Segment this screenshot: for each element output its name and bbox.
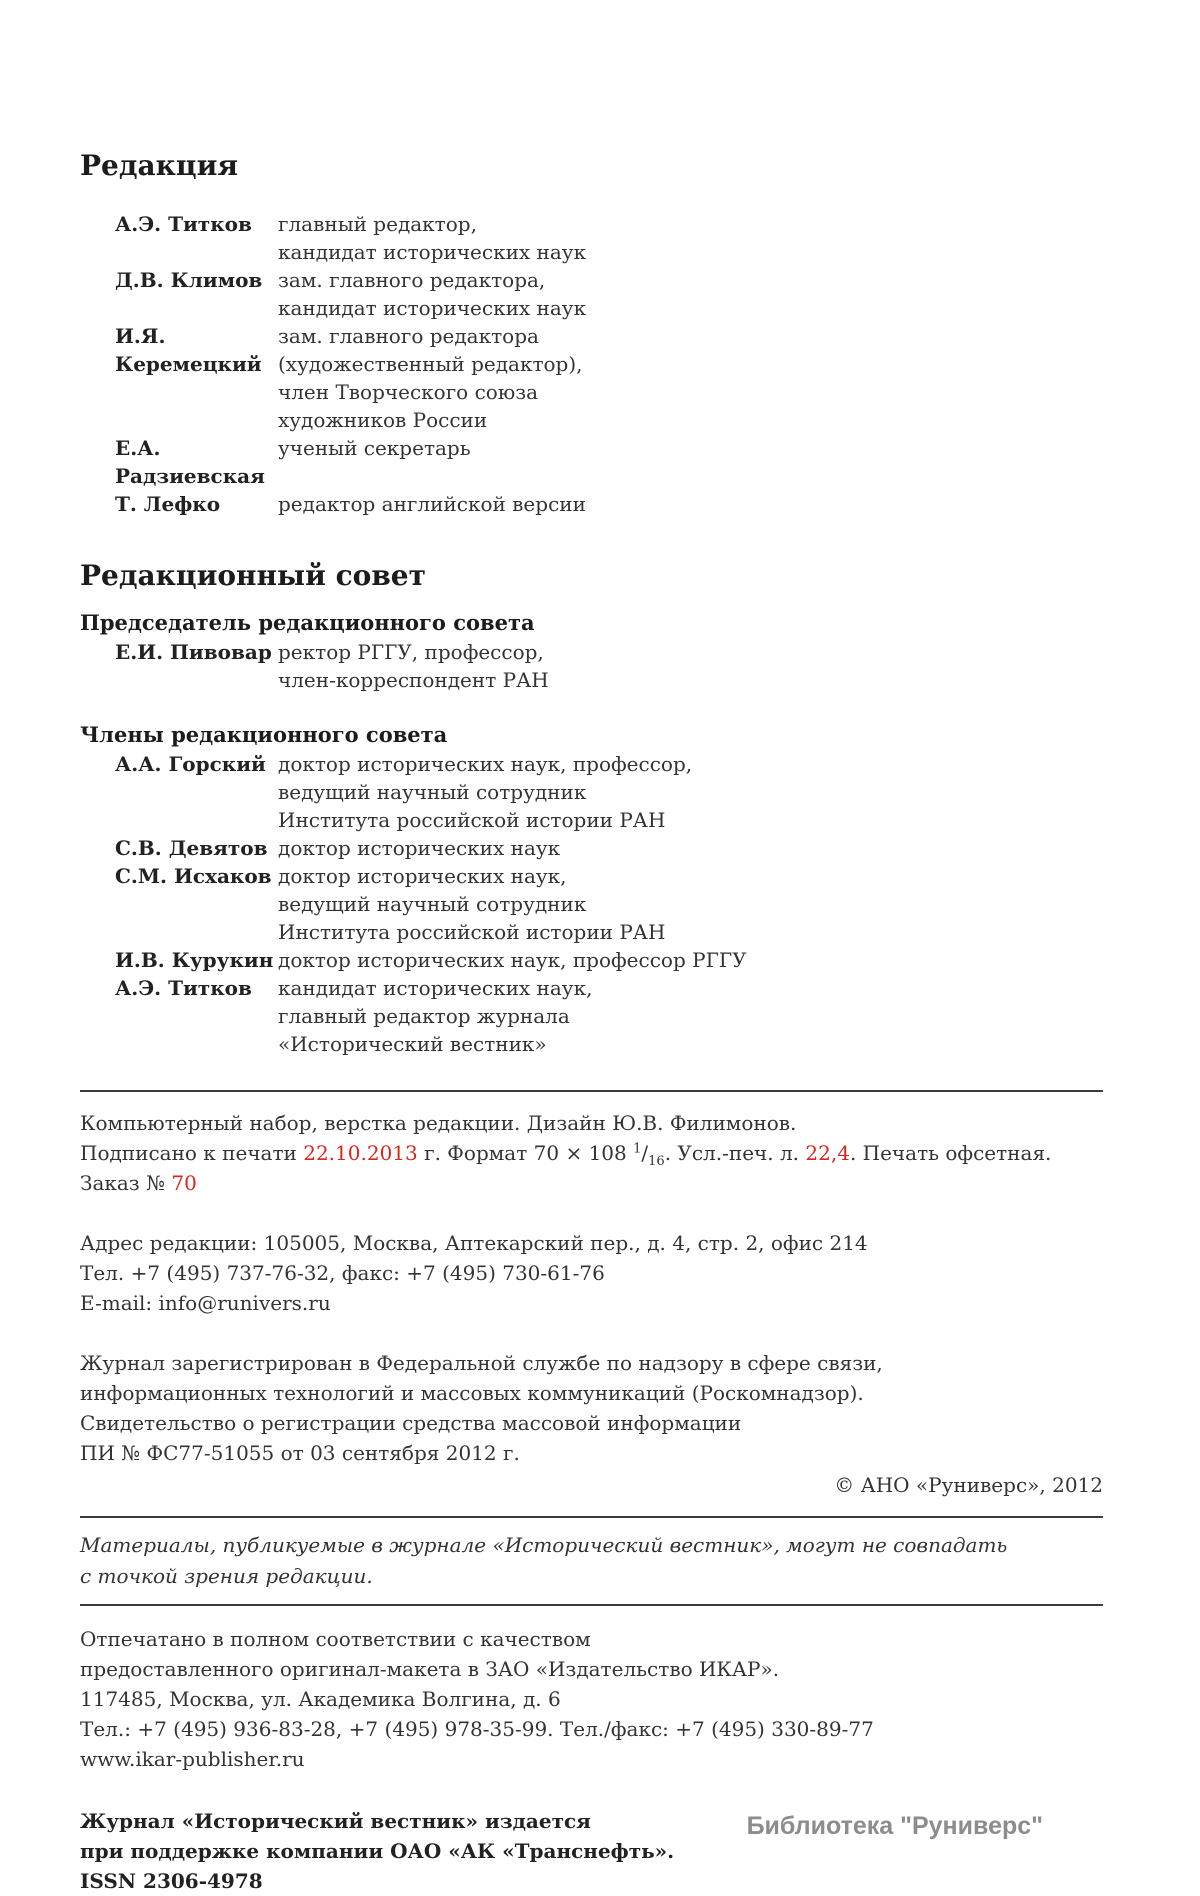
person-name: Е.И. Пивовар — [115, 640, 272, 664]
issn-line: ISSN 2306-4978 — [80, 1869, 263, 1893]
editorial-title: Редакция — [80, 149, 239, 182]
member-row — [80, 974, 1103, 1058]
support-line: Журнал «Исторический вестник» издается — [80, 1809, 591, 1833]
members-heading: Члены редакционного совета — [80, 722, 448, 747]
order-value: 70 — [171, 1171, 197, 1195]
member-row — [80, 750, 1103, 834]
registration-line: Свидетельство о регистрации средства массовой информации — [80, 1411, 742, 1435]
member-row — [80, 862, 1103, 946]
fraction-slash: / — [641, 1141, 649, 1165]
role-line: главный редактор журнала — [278, 1004, 570, 1028]
person-name: Т. Лефко — [115, 492, 221, 516]
person-roles — [278, 434, 1103, 490]
divider-top — [80, 1090, 1103, 1092]
person-roles — [278, 834, 1103, 862]
printer-block — [80, 1624, 1103, 1774]
person-roles — [278, 862, 1103, 946]
address-block — [80, 1228, 1103, 1318]
council-title: Редакционный совет — [80, 559, 426, 592]
registration-line: информационных технологий и массовых коммуникаций (Роскомнадзор). — [80, 1381, 864, 1405]
person-name: А.Э. Титков — [115, 976, 252, 1000]
role-line: редактор английской версии — [278, 492, 586, 516]
person-name: Д.В. Климов — [115, 268, 263, 292]
role-line: зам. главного редактора — [278, 324, 539, 348]
person-name: А.А. Горский — [115, 752, 266, 776]
printer-url-line: www.ikar-publisher.ru — [80, 1747, 305, 1771]
role-line: доктор исторических наук — [278, 836, 561, 860]
phone-line: Тел. +7 (495) 737-76-32, факс: +7 (495) 730-61-76 — [80, 1261, 605, 1285]
member-row — [80, 946, 1103, 974]
person-name: И.В. Курукин — [115, 948, 274, 972]
role-line: доктор исторических наук, — [278, 864, 567, 888]
registration-block — [80, 1348, 1103, 1500]
person-roles — [278, 946, 1103, 974]
person-roles — [278, 266, 1103, 322]
person-roles — [278, 974, 1103, 1058]
chairman-row — [80, 638, 1103, 694]
role-line: ведущий научный сотрудник — [278, 780, 587, 804]
chairman-heading: Председатель редакционного совета — [80, 610, 535, 635]
editorial-row — [80, 210, 1103, 266]
role-line: доктор исторических наук, профессор РГГУ — [278, 948, 747, 972]
role-line: доктор исторических наук, профессор, — [278, 752, 693, 776]
divider-middle-top — [80, 1516, 1103, 1518]
role-line: кандидат исторических наук — [278, 240, 587, 264]
person-name: А.Э. Титков — [115, 212, 252, 236]
role-line: ученый секретарь — [278, 436, 471, 460]
role-line: художников России — [278, 408, 488, 432]
sheets-value: 22,4 — [805, 1141, 850, 1165]
support-line: при поддержке компании ОАО «АК «Транснефть». — [80, 1839, 675, 1863]
role-line: (художественный редактор), — [278, 352, 583, 376]
copyright-line: © АНО «Руниверс», 2012 — [834, 1473, 1103, 1497]
printer-line: 117485, Москва, ул. Академика Волгина, д. 6 — [80, 1687, 561, 1711]
colophon-block — [80, 1108, 1103, 1198]
print-details-line — [80, 1138, 1103, 1198]
role-line: кандидат исторических наук, — [278, 976, 593, 1000]
disclaimer-line: с точкой зрения редакции. — [80, 1564, 373, 1588]
editorial-row — [80, 266, 1103, 322]
person-roles — [278, 638, 1103, 694]
format-part: г. Формат 70 × 108 — [417, 1141, 634, 1165]
members-block — [80, 720, 1103, 1058]
role-line: член-корреспондент РАН — [278, 668, 549, 692]
printer-line: Тел.: +7 (495) 936-83-28, +7 (495) 978-35-99. Тел./факс: +7 (495) 330-89-77 — [80, 1717, 874, 1741]
fraction-numerator: 1 — [633, 1141, 642, 1157]
person-name: С.М. Исхаков — [115, 864, 272, 888]
person-roles — [278, 490, 1103, 518]
design-line: Компьютерный набор, верстка редакции. Дизайн Ю.В. Филимонов. — [80, 1111, 797, 1135]
registration-line: ПИ № ФС77-51055 от 03 сентября 2012 г. — [80, 1441, 520, 1465]
person-name: С.В. Девятов — [115, 836, 268, 860]
disclaimer-line: Материалы, публикуемые в журнале «Исторический вестник», могут не совпадать — [80, 1533, 1008, 1557]
email-line: E-mail: info@runivers.ru — [80, 1291, 331, 1315]
role-line: зам. главного редактора, — [278, 268, 546, 292]
member-row — [80, 834, 1103, 862]
printer-line: предоставленного оригинал-макета в ЗАО «Издательство ИКАР». — [80, 1657, 780, 1681]
role-line: член Творческого союза — [278, 380, 539, 404]
registration-line: Журнал зарегистрирован в Федеральной службе по надзору в сфере связи, — [80, 1351, 883, 1375]
address-line: Адрес редакции: 105005, Москва, Аптекарский пер., д. 4, стр. 2, офис 214 — [80, 1231, 868, 1255]
imprint-area — [80, 1108, 1103, 1896]
library-watermark: Библиотека "Руниверс" — [746, 1812, 1043, 1840]
editorial-row — [80, 322, 1103, 434]
editorial-row — [80, 490, 1103, 518]
role-line: кандидат исторических наук — [278, 296, 587, 320]
order-prefix: . Печать офсетная. Заказ № — [80, 1141, 1052, 1195]
editorial-section — [80, 150, 1103, 518]
role-line: Института российской истории РАН — [278, 808, 666, 832]
role-line: ведущий научный сотрудник — [278, 892, 587, 916]
divider-middle-bottom — [80, 1604, 1103, 1606]
person-roles — [278, 750, 1103, 834]
person-name: Е.А. Радзиевская — [115, 436, 265, 488]
signed-date: 22.10.2013 — [303, 1141, 418, 1165]
role-line: Института российской истории РАН — [278, 920, 666, 944]
fraction-denominator: 16 — [648, 1154, 665, 1169]
role-line: ректор РГГУ, профессор, — [278, 640, 544, 664]
sheets-prefix: . Усл.-печ. л. — [664, 1141, 806, 1165]
person-roles — [278, 322, 1103, 434]
disclaimer-block — [80, 1530, 1103, 1592]
editorial-row — [80, 434, 1103, 490]
role-line: главный редактор, — [278, 212, 477, 236]
person-name: И.Я. Керемецкий — [115, 324, 262, 376]
person-roles — [278, 210, 1103, 266]
council-section — [80, 560, 1103, 1058]
role-line: «Исторический вестник» — [278, 1032, 547, 1056]
signed-prefix: Подписано к печати — [80, 1141, 304, 1165]
printer-line: Отпечатано в полном соответствии с качеством — [80, 1627, 591, 1651]
